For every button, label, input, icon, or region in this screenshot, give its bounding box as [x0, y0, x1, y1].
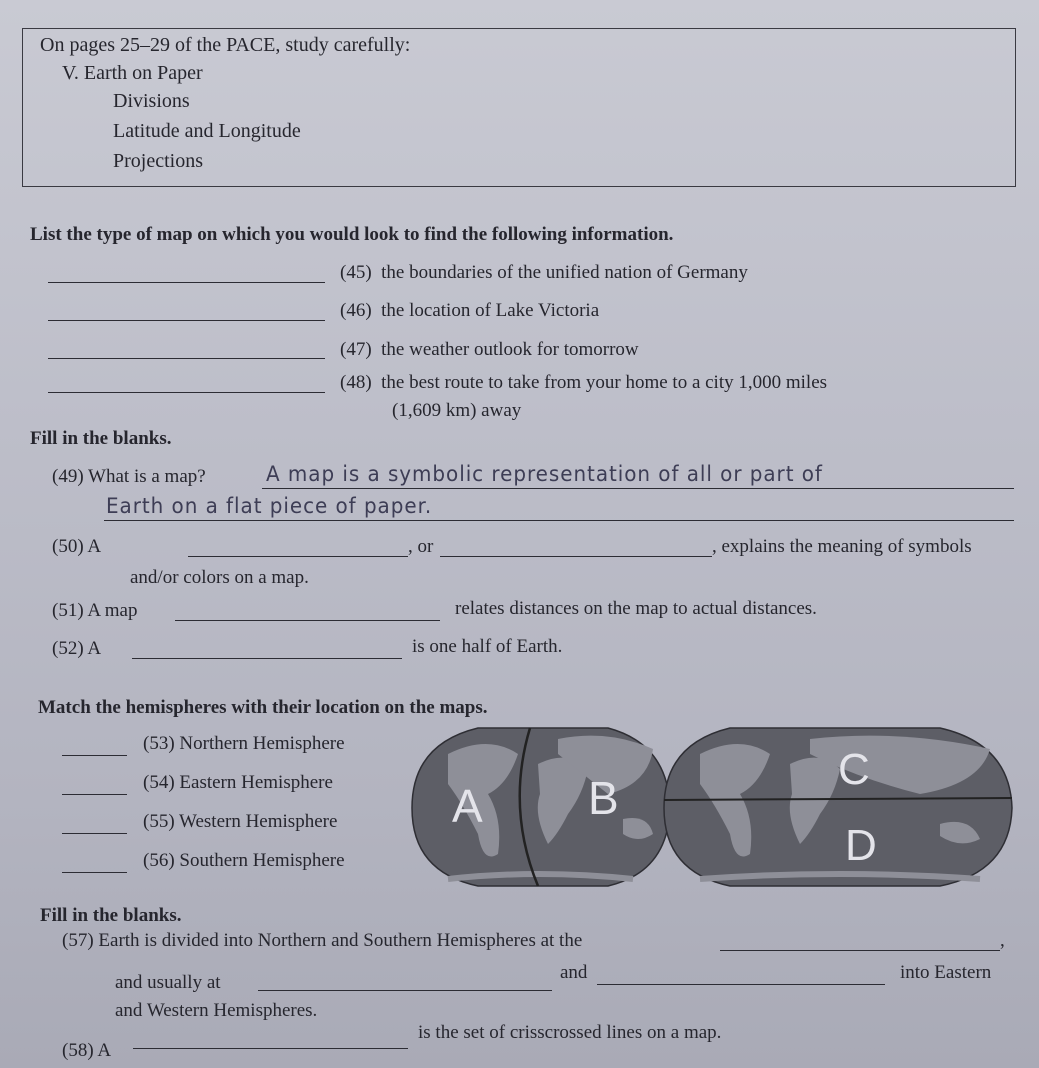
answer-blank-50b[interactable]: [440, 556, 712, 557]
question-52-end: is one half of Earth.: [412, 636, 563, 657]
question-58-end: is the set of crisscrossed lines on a map.: [418, 1022, 722, 1043]
answer-blank-57b[interactable]: [258, 990, 552, 991]
handwritten-answer: Earth on a flat piece of paper.: [106, 494, 433, 518]
question-50-cont: and/or colors on a map.: [130, 567, 309, 588]
question-50-end: , explains the meaning of symbols: [712, 536, 972, 557]
answer-blank-56[interactable]: [62, 872, 127, 873]
section-heading: Match the hemispheres with their location on the maps.: [38, 697, 488, 718]
study-intro: On pages 25–29 of the PACE, study carefully:: [40, 34, 411, 56]
study-section: V. Earth on Paper: [62, 62, 203, 84]
study-topic: Latitude and Longitude: [113, 120, 301, 142]
question-55: (55) Western Hemisphere: [143, 811, 338, 832]
world-map-north-south: [664, 728, 1012, 886]
map-label-d: D: [845, 821, 877, 870]
map-label-a: A: [452, 780, 483, 832]
answer-blank-57c[interactable]: [597, 984, 885, 985]
question-57-comma: ,: [1000, 930, 1005, 951]
question-53: (53) Northern Hemisphere: [143, 733, 345, 754]
section-heading: List the type of map on which you would look to find the following information.: [30, 224, 674, 245]
question-57-end: into Eastern: [900, 962, 992, 983]
question-48: (48) the best route to take from your home to a city 1,000 miles: [340, 372, 828, 393]
question-49: (49) What is a map?: [52, 466, 206, 487]
question-45: (45) the boundaries of the unified nation of Germany: [340, 262, 748, 283]
answer-blank-49b[interactable]: [104, 520, 1014, 521]
question-57-and: and: [560, 962, 588, 983]
section-heading: Fill in the blanks.: [30, 428, 172, 449]
question-54: (54) Eastern Hemisphere: [143, 772, 333, 793]
answer-blank-45[interactable]: [48, 282, 325, 283]
answer-blank-52[interactable]: [132, 658, 402, 659]
answer-blank-55[interactable]: [62, 833, 127, 834]
question-57: (57) Earth is divided into Northern and Southern Hemispheres at the: [62, 930, 583, 951]
answer-blank-49a[interactable]: [262, 488, 1014, 489]
answer-blank-54[interactable]: [62, 794, 127, 795]
question-52: (52) A: [52, 638, 102, 659]
answer-blank-48[interactable]: [48, 392, 325, 393]
study-topic: Projections: [113, 150, 203, 172]
answer-blank-51[interactable]: [175, 620, 440, 621]
map-label-c: C: [838, 745, 870, 794]
answer-blank-47[interactable]: [48, 358, 325, 359]
hemisphere-maps: [408, 724, 1018, 892]
question-51-end: relates distances on the map to actual distances.: [455, 598, 817, 619]
question-51: (51) A map: [52, 600, 138, 621]
question-48-cont: (1,609 km) away: [392, 400, 522, 421]
question-56: (56) Southern Hemisphere: [143, 850, 345, 871]
answer-blank-53[interactable]: [62, 755, 127, 756]
question-50: (50) A: [52, 536, 102, 557]
answer-blank-50a[interactable]: [188, 556, 408, 557]
answer-blank-57a[interactable]: [720, 950, 1000, 951]
answer-blank-46[interactable]: [48, 320, 325, 321]
question-47: (47) the weather outlook for tomorrow: [340, 339, 639, 360]
section-heading: Fill in the blanks.: [40, 905, 182, 926]
question-46: (46) the location of Lake Victoria: [340, 300, 600, 321]
study-topic: Divisions: [113, 90, 190, 112]
question-57-cont2: and Western Hemispheres.: [115, 1000, 318, 1021]
world-map-east-west: [412, 728, 670, 886]
map-label-b: B: [588, 772, 619, 824]
handwritten-answer: A map is a symbolic representation of all or part of: [266, 462, 823, 486]
answer-blank-58[interactable]: [133, 1048, 408, 1049]
question-58: (58) A: [62, 1040, 112, 1061]
question-57-cont: and usually at: [115, 972, 221, 993]
question-50-or: , or: [408, 536, 434, 557]
